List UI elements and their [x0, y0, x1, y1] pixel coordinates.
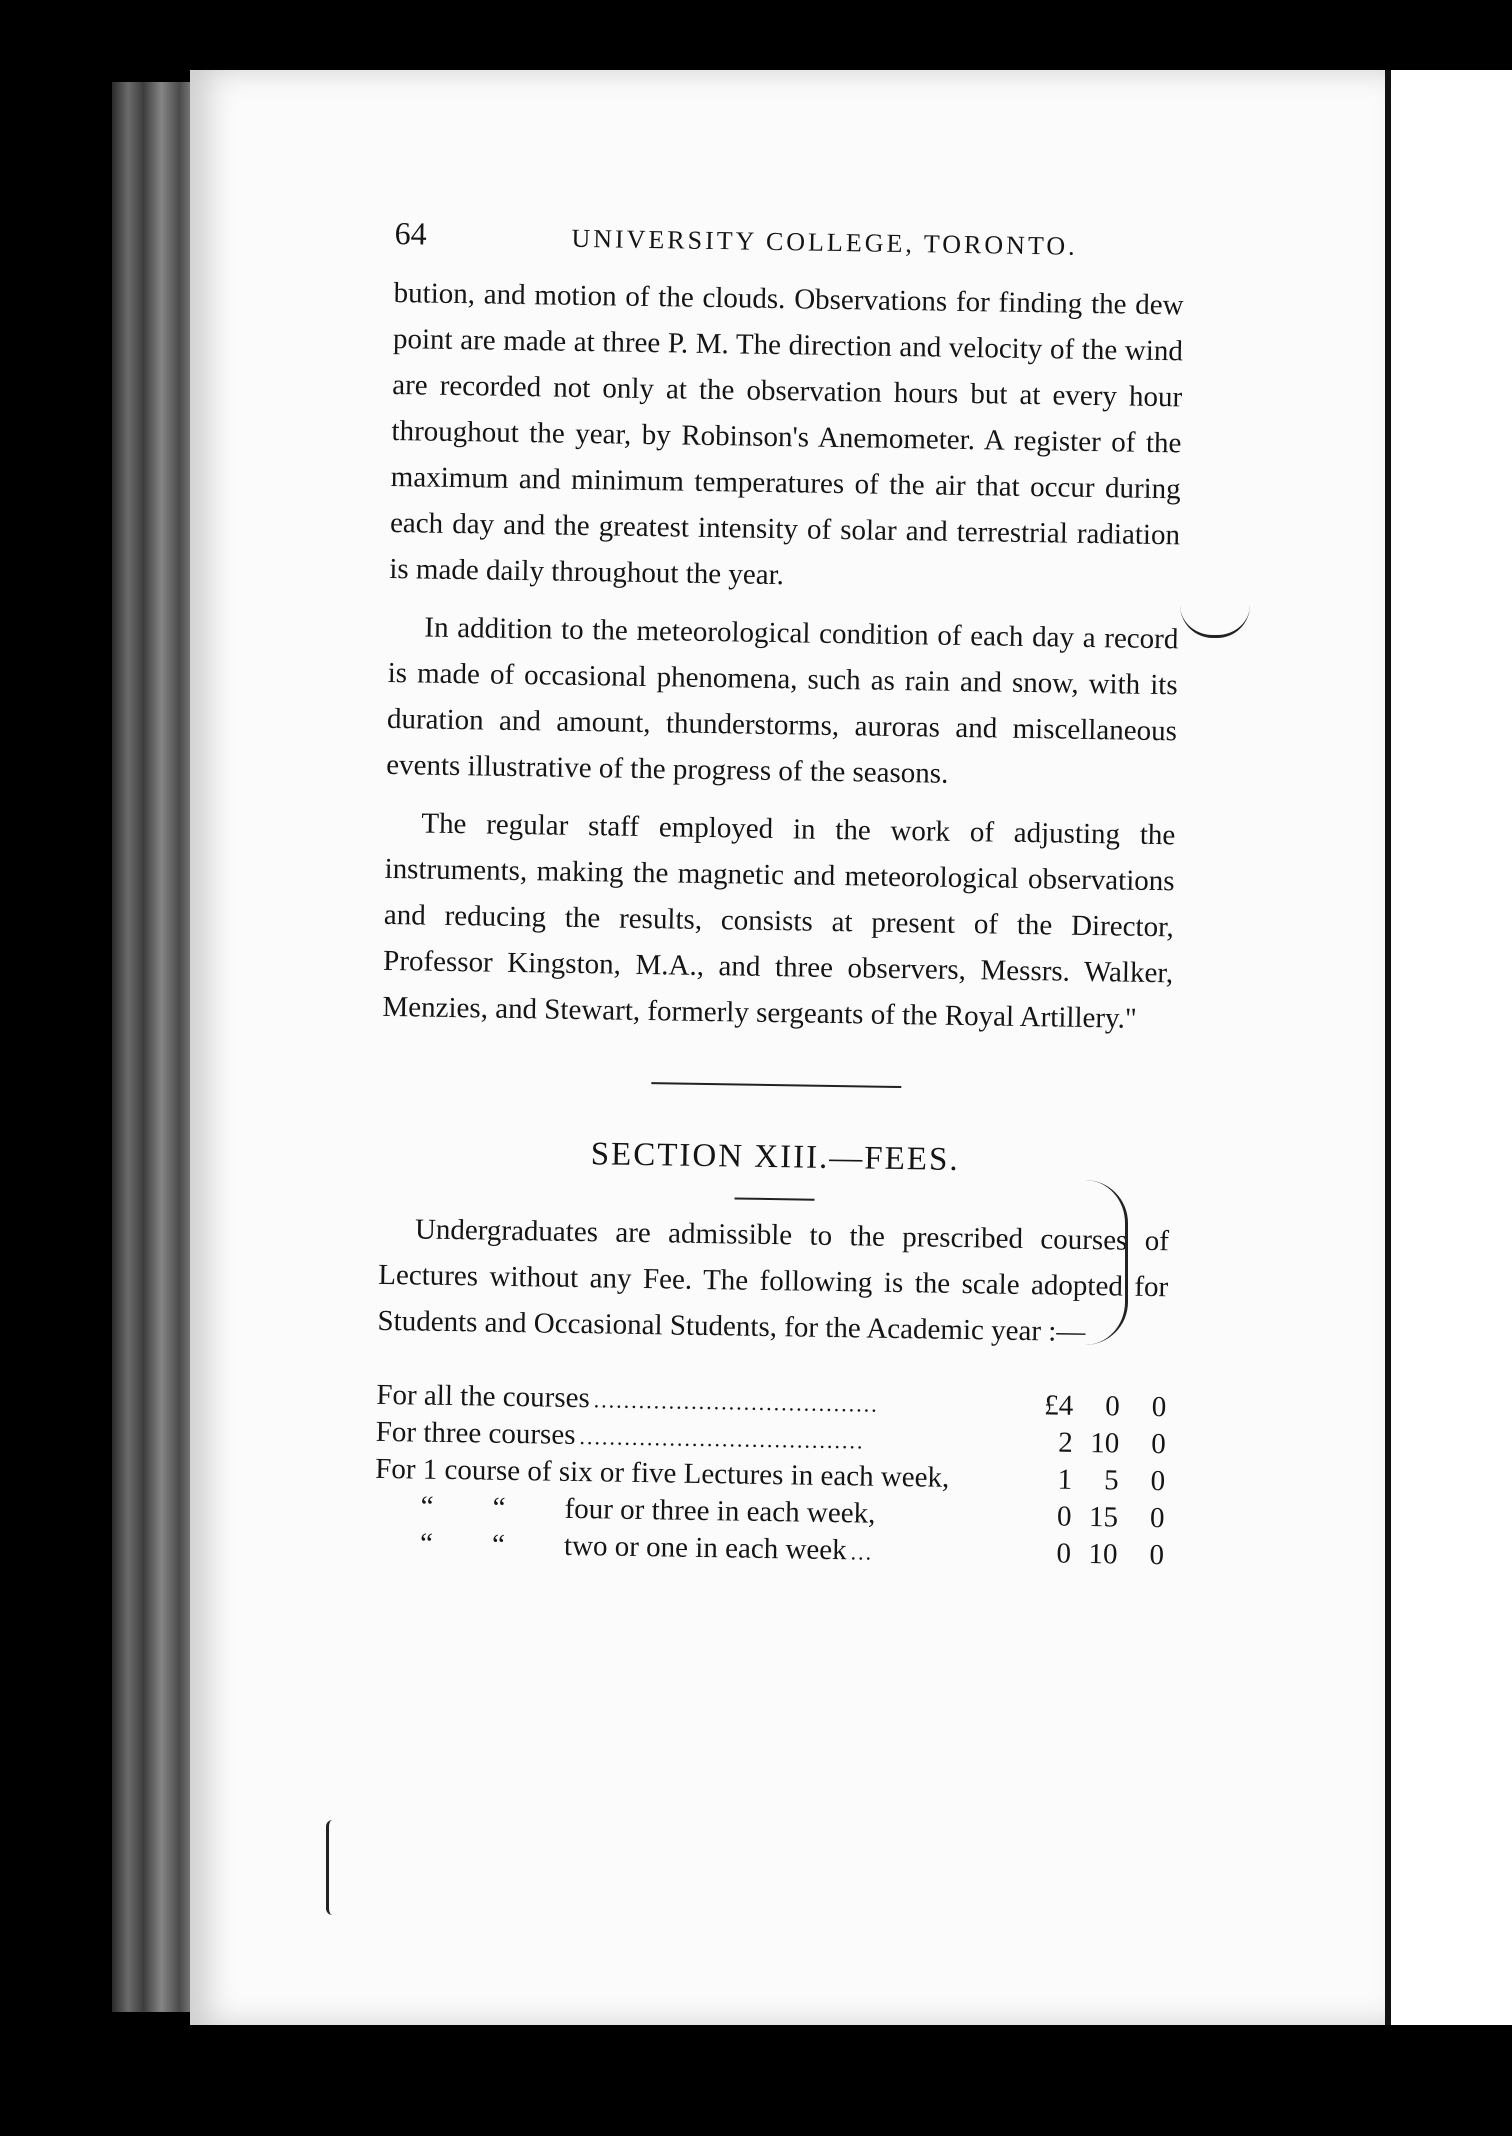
margin-bracket-mark — [1085, 1180, 1128, 1345]
fees-table — [374, 1372, 1167, 1572]
fee-label-text: two or one in each week — [563, 1529, 847, 1567]
fee-label — [374, 1520, 847, 1573]
running-title: UNIVERSITY COLLEGE, TORONTO. — [571, 223, 1078, 261]
ditto-mark: “ — [491, 1528, 506, 1561]
fee-pence: 0 — [1149, 1539, 1165, 1572]
section-title-rule — [735, 1197, 815, 1200]
fee-shillings: 10 — [1088, 1538, 1118, 1571]
fee-pence: 0 — [1151, 1391, 1167, 1424]
margin-pencil-stroke — [326, 1820, 339, 1915]
fee-shillings: 0 — [1105, 1390, 1121, 1423]
ditto-mark: “ — [492, 1491, 506, 1524]
section-divider — [651, 1082, 901, 1088]
dot-leader: ...................................... — [579, 1424, 865, 1454]
fee-pounds: 0 — [1056, 1537, 1072, 1570]
fees-intro: Undergraduates are admissible to the prescribed courses of Lectures without any Fee. The following is the scale adopted for Students and Occasional Students, for the Academic year :— — [377, 1213, 1170, 1348]
ditto-mark: “ — [419, 1527, 434, 1560]
fee-label: For 1 course of six or five Lectures in each week, — [374, 1452, 950, 1494]
fee-pounds: 1 — [1057, 1463, 1073, 1496]
fee-pence: 0 — [1149, 1502, 1165, 1535]
book-spine — [112, 82, 202, 2012]
section-title: SECTION XIII.—FEES. — [590, 1136, 960, 1178]
fee-label-text: four or three in each week, — [564, 1492, 876, 1530]
ditto-mark: “ — [420, 1490, 434, 1523]
fee-label: For three courses — [375, 1415, 576, 1451]
page-number: 64 — [394, 214, 427, 252]
fee-pence: 0 — [1150, 1465, 1166, 1498]
fee-shillings: 5 — [1103, 1464, 1119, 1497]
page-content — [374, 210, 1185, 1572]
dot-leader: ... — [850, 1539, 874, 1565]
dot-leader — [953, 1487, 1026, 1488]
paragraph-clouds: bution, and motion of the clouds. Observations for finding the dew point are made at three P. M. The direction and velocity of the wind are recorded not only at the observation hours but at every hour throughout the year, by Robinson's Anemometer. A register of the maximum and minimum temperatures of the air that occur during each day and the greatest intensity of solar and terrestrial radiation is made daily throughout the year. — [389, 276, 1184, 592]
fee-pounds: 0 — [1056, 1500, 1072, 1533]
fee-pounds: £4 — [1044, 1389, 1074, 1422]
paragraph-phenomena: In addition to the meteorological condition of each day a record is made of occasional phenomena, such as rain and snow, with its duration and amount, thunderstorms, auroras and miscellaneous events illustrative of the progress of the seasons. — [386, 611, 1179, 790]
fee-pounds: 2 — [1057, 1426, 1073, 1459]
paragraph-staff: The regular staff employed in the work of adjusting the instruments, making the magnetic and meteorological observations and reducing the results, consists at present of the Director, Professor Kingston, M.A., and three observers, Messrs. Walker, Menzies, and Stewart, formerly sergeants of the Royal Artillery." — [382, 807, 1176, 1035]
dot-leader — [879, 1523, 1025, 1525]
fee-label: For all the courses — [376, 1378, 591, 1415]
right-page — [1385, 70, 1512, 2025]
fee-pence: 0 — [1150, 1428, 1166, 1461]
fee-shillings: 15 — [1088, 1501, 1119, 1534]
fee-amount — [1029, 1530, 1165, 1578]
fee-shillings: 10 — [1089, 1427, 1120, 1460]
running-head — [394, 210, 1185, 274]
dot-leader: ...................................... — [593, 1387, 879, 1417]
